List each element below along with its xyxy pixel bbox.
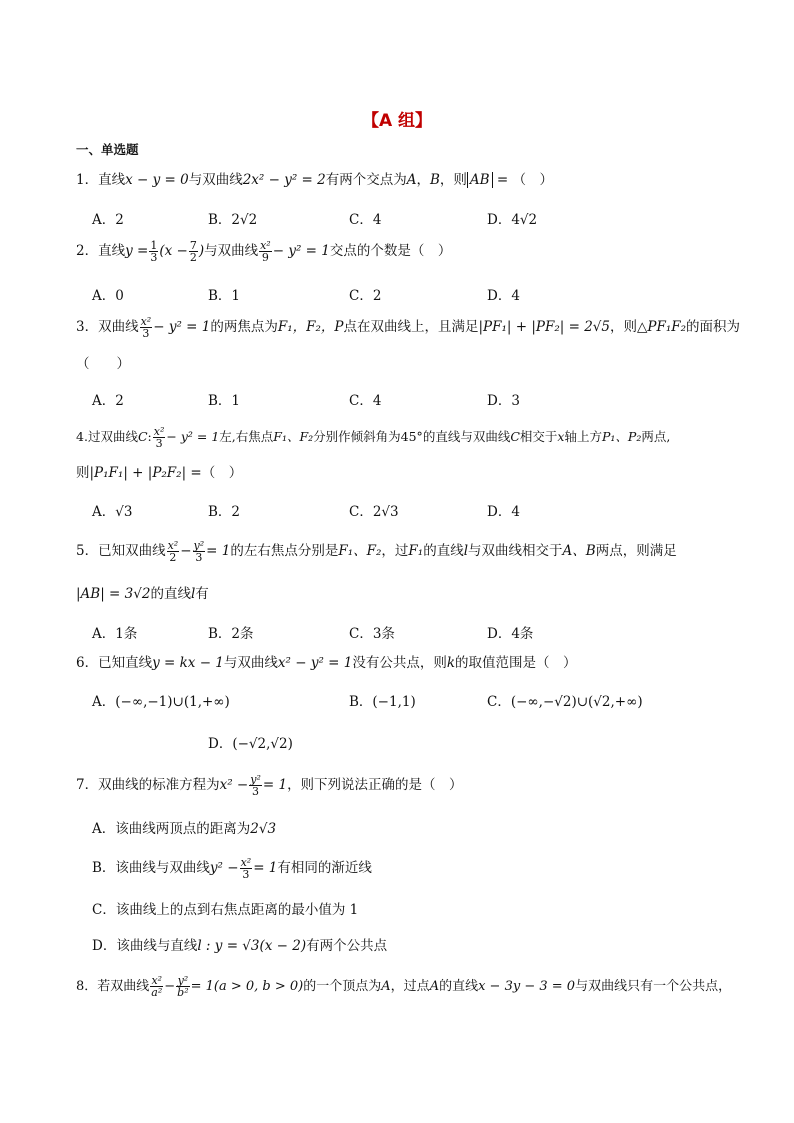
numerator: x² — [240, 856, 252, 869]
math: B — [430, 172, 440, 188]
math: |PF₁| + |PF₂| = 2√5 — [478, 319, 610, 335]
math: C — [137, 429, 148, 444]
question-number: 2． — [76, 243, 99, 259]
denominator: 3 — [142, 327, 150, 340]
text: 已知直线 — [98, 655, 153, 671]
numerator: y² — [193, 539, 205, 552]
option-c: C．2 — [349, 288, 382, 304]
numerator: 1 — [150, 239, 158, 252]
text: 相交于 — [519, 429, 558, 444]
math: 2x² − y² = 2 — [242, 172, 326, 188]
denominator: a² — [151, 986, 163, 999]
text: 交点的个数是（ ） — [329, 243, 452, 259]
question-8 — [76, 975, 731, 998]
numerator: x² — [140, 315, 152, 328]
option-d: D．(−√2,√2) — [208, 736, 293, 752]
question-number: 1． — [76, 172, 99, 188]
text: 轴上方 — [564, 429, 602, 444]
text: 则 — [76, 465, 90, 481]
fraction — [150, 975, 163, 998]
option-a: A．0 — [92, 288, 124, 304]
text: 分别作倾斜角为 — [313, 429, 401, 444]
text: 已知双曲线 — [98, 543, 166, 559]
option-d: D．3 — [487, 393, 520, 409]
text: 与双曲线 — [223, 655, 278, 671]
text: 有 — [195, 586, 209, 602]
math: A — [406, 172, 417, 188]
text: 直线 — [98, 172, 126, 188]
denominator: 3 — [242, 868, 250, 881]
question-4-line2 — [76, 463, 242, 483]
math: − y² = 1 — [153, 319, 211, 335]
text: : — [147, 429, 152, 444]
question-5-line2 — [76, 584, 209, 604]
fraction — [149, 240, 158, 263]
text: ，过点 — [390, 979, 430, 994]
text: 若双曲线 — [97, 979, 150, 994]
question-3-paren: （ ） — [76, 356, 130, 372]
math: 45° — [400, 429, 423, 444]
fraction — [249, 774, 262, 797]
denominator: 9 — [261, 251, 269, 264]
math: A — [381, 979, 391, 994]
option-c: C．4 — [349, 212, 382, 228]
text: 双曲线的标准方程为 — [98, 777, 220, 793]
fraction — [140, 316, 153, 339]
text: 没有公共点，则 — [352, 655, 447, 671]
math: C — [510, 429, 520, 444]
option-a: A．2 — [92, 212, 124, 228]
math: l — [463, 543, 469, 559]
math: x — [557, 429, 565, 444]
math: ) — [198, 243, 205, 259]
math: PF₁F₂ — [647, 319, 687, 335]
denominator: 3 — [195, 551, 203, 564]
numerator: x² — [260, 239, 271, 252]
text: 与双曲线相交于 — [468, 543, 563, 559]
math: l : y = √3(x − 2) — [197, 938, 307, 954]
text: 的一个顶点为 — [303, 979, 382, 994]
text: 两点，则满足 — [595, 543, 677, 559]
math: 2√3 — [250, 821, 277, 837]
math: = 1 — [262, 777, 288, 793]
text: A．该曲线两顶点的距离为 — [92, 821, 251, 837]
question-number: 7． — [76, 777, 99, 793]
question-number: 4. — [76, 429, 88, 444]
math: y² − — [209, 860, 239, 876]
math: (x − — [159, 243, 188, 259]
fraction — [176, 975, 189, 998]
option-a: A．√3 — [92, 504, 133, 520]
math: x − y = 0 — [125, 172, 189, 188]
option-c: C．3条 — [349, 626, 395, 642]
text: 的两焦点为 — [210, 319, 278, 335]
question-number: 3． — [76, 319, 99, 335]
option-a: A．2 — [92, 393, 124, 409]
denominator: 2 — [189, 251, 197, 264]
math: = 1 — [253, 860, 278, 876]
option-b: B．1 — [208, 288, 241, 304]
math: P₁、P₂ — [602, 429, 642, 444]
text: B．该曲线与双曲线 — [92, 860, 210, 876]
text: ，过 — [381, 543, 409, 559]
text: ，则△ — [610, 319, 648, 335]
math: − — [180, 543, 192, 559]
text: 与双曲线 — [204, 243, 259, 259]
option-d: D．4 — [487, 504, 520, 520]
option-b: B．1 — [208, 393, 241, 409]
option-b: B．2条 — [208, 626, 254, 642]
text: ，则 — [439, 172, 467, 188]
text: 的直线 — [150, 586, 191, 602]
math: x² − — [219, 777, 249, 793]
numerator: y² — [177, 974, 189, 987]
denominator: 3 — [252, 785, 260, 798]
question-3 — [76, 316, 740, 339]
fraction — [240, 857, 253, 880]
question-6 — [76, 653, 577, 673]
text: 的面积为 — [686, 319, 741, 335]
math: F₁，F₂，P — [277, 319, 344, 335]
option-d: D．4 — [487, 288, 520, 304]
question-number: 6． — [76, 655, 99, 671]
option-d: D．4√2 — [487, 212, 538, 228]
text: （ ） — [201, 465, 243, 481]
text: 过双曲线 — [87, 429, 138, 444]
option-a: A．(−∞,−1)∪(1,+∞) — [92, 694, 230, 710]
text: 点在双曲线上，且满足 — [343, 319, 479, 335]
numerator: 7 — [189, 239, 197, 252]
text: 与双曲线 — [188, 172, 243, 188]
fraction — [153, 426, 166, 449]
text: 左,右焦点 — [219, 429, 274, 444]
math: = 1(a > 0, b > 0) — [190, 979, 304, 994]
text: 有两个交点为 — [325, 172, 407, 188]
text: 两点, — [641, 429, 671, 444]
option-b: B．2 — [208, 504, 241, 520]
option-b: B．(−1,1) — [349, 694, 416, 710]
question-7 — [76, 774, 463, 797]
question-2 — [76, 240, 451, 263]
fraction — [259, 240, 272, 263]
text: 的直线 — [423, 543, 464, 559]
math: |P₁F₁| + |P₂F₂| = — [89, 465, 202, 481]
numerator: x² — [151, 974, 163, 987]
math: = 1 — [206, 543, 231, 559]
text: = （ ） — [492, 172, 553, 188]
math: F₁ — [408, 543, 424, 559]
math: y = — [125, 243, 149, 259]
math: l — [190, 586, 196, 602]
option-a — [92, 817, 276, 837]
option-d — [92, 934, 387, 954]
denominator: 2 — [169, 551, 177, 564]
math: F₁、F₂ — [273, 429, 314, 444]
fraction — [193, 540, 206, 563]
section-heading: 一、单选题 — [76, 142, 139, 157]
denominator: 3 — [155, 437, 163, 450]
math: A、B — [562, 543, 596, 559]
math: − — [164, 979, 176, 994]
text: 双曲线 — [98, 319, 139, 335]
question-4 — [76, 426, 670, 449]
text: 有两个公共点 — [306, 938, 388, 954]
option-c: C．该曲线上的点到右焦点距离的最小值为 1 — [92, 902, 359, 918]
math: k — [446, 655, 456, 671]
text: 直线 — [98, 243, 126, 259]
math: |AB| = 3√2 — [76, 586, 151, 602]
math: x − 3y − 3 = 0 — [478, 979, 576, 994]
text: ，则下列说法正确的是（ ） — [287, 777, 463, 793]
math: − y² = 1 — [272, 243, 330, 259]
math: A — [429, 979, 440, 994]
text: 的取值范围是（ ） — [455, 655, 577, 671]
text: 与双曲线只有一个公共点， — [575, 979, 732, 994]
group-title: 【A 组】 — [361, 111, 433, 131]
fraction — [167, 540, 180, 563]
numerator: x² — [153, 425, 165, 438]
option-c: C．4 — [349, 393, 382, 409]
math: F₁、F₂ — [338, 543, 382, 559]
option-d: D．4条 — [487, 626, 534, 642]
text: 的直线与双曲线 — [422, 429, 511, 444]
question-1 — [76, 170, 553, 190]
text: 有相同的渐近线 — [277, 860, 372, 876]
numerator: x² — [167, 539, 179, 552]
option-c: C．2√3 — [349, 504, 399, 520]
question-number: 8． — [76, 979, 98, 994]
denominator: b² — [177, 986, 189, 999]
fraction — [189, 240, 198, 263]
text: 的左右焦点分别是 — [230, 543, 339, 559]
question-5 — [76, 540, 677, 563]
math: AB — [467, 172, 493, 188]
denominator: 3 — [150, 251, 158, 264]
option-a: A．1条 — [92, 626, 138, 642]
math: y = kx − 1 — [152, 655, 224, 671]
math: − y² = 1 — [166, 429, 220, 444]
text: D．该曲线与直线 — [92, 938, 198, 954]
numerator: y² — [250, 773, 261, 786]
option-b — [92, 856, 372, 880]
text: ， — [416, 172, 430, 188]
question-number: 5． — [76, 543, 99, 559]
math: x² − y² = 1 — [277, 655, 353, 671]
text: 的直线 — [439, 979, 479, 994]
option-c: C．(−∞,−√2)∪(√2,+∞) — [487, 694, 643, 710]
option-b: B．2√2 — [208, 212, 258, 228]
